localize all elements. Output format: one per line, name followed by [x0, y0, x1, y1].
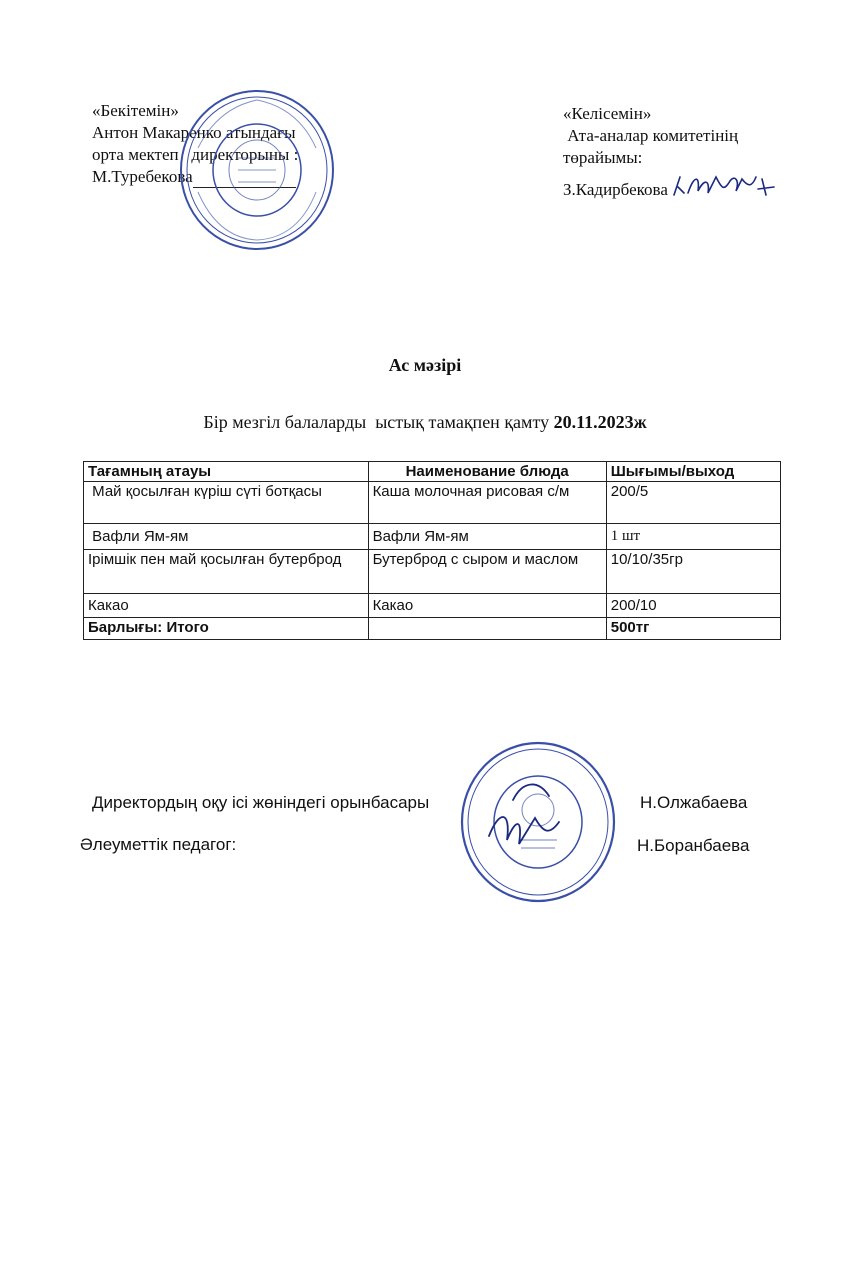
cell-yield: 10/10/35гр: [606, 550, 780, 594]
cell-yield: 200/5: [606, 482, 780, 524]
table-total-row: [84, 618, 781, 640]
approval-right-block: [563, 103, 785, 201]
cell-ru-name: Какао: [368, 594, 606, 618]
table-row: [84, 550, 781, 594]
cell-kz-name: Какао: [84, 594, 369, 618]
page-subtitle: [0, 412, 850, 433]
table-row: [84, 524, 781, 550]
subtitle-date: 20.11.2023ж: [553, 412, 647, 432]
school-seal-bottom: [459, 740, 617, 905]
approval-left-role: орта мектеп директорыны :: [92, 145, 299, 164]
cell-kz-name: Вафли Ям-ям: [84, 524, 369, 550]
total-value: 500тг: [606, 618, 780, 640]
menu-table: [83, 461, 781, 640]
approval-left-name: М.Туребекова: [92, 167, 193, 186]
total-ru: [368, 618, 606, 640]
signature-row: [92, 793, 429, 813]
signature-row: [80, 835, 236, 855]
signature-name: Н.Олжабаева: [640, 793, 748, 812]
cell-kz-name: Ірімшік пен май қосылған бутерброд: [84, 550, 369, 594]
cell-kz-name: Май қосылған күріш сүті ботқасы: [84, 482, 369, 524]
header-yield: Шығымы/выход: [606, 462, 780, 482]
signature-role: Директордың оқу ісі жөніндегі орынбасары: [92, 793, 430, 812]
table-row: [84, 482, 781, 524]
approval-right-heading: «Келісемін»: [563, 104, 652, 123]
cell-yield: 200/10: [606, 594, 780, 618]
subtitle-text: Бір мезгіл балаларды ыстық тамақпен қамту: [203, 412, 554, 432]
approval-left-heading: «Бекітемін»: [92, 101, 179, 120]
cell-ru-name: Каша молочная рисовая с/м: [368, 482, 606, 524]
table-header-row: [84, 462, 781, 482]
cell-ru-name: Бутерброд с сыром и маслом: [368, 550, 606, 594]
header-kz-name: Тағамның атауы: [84, 462, 369, 482]
handwritten-signature: [670, 169, 785, 201]
page-title: Ас мәзірі: [388, 355, 462, 375]
total-label: Барлығы: Итого: [84, 618, 369, 640]
signature-role: Әлеуметтік педагог:: [80, 835, 237, 854]
table-row: [84, 594, 781, 618]
signature-name: Н.Боранбаева: [637, 836, 750, 855]
approval-right-name-row: [563, 169, 785, 201]
header-ru-name: Наименование блюда: [368, 462, 606, 482]
approval-right-role: төрайымы:: [563, 148, 643, 167]
cell-ru-name: Вафли Ям-ям: [368, 524, 606, 550]
approval-right-committee: Ата-аналар комитетінің: [563, 126, 739, 145]
school-seal-top: [178, 88, 336, 253]
approval-left-school: Антон Макаренко атындағы: [92, 123, 296, 142]
approval-right-name: З.Кадирбекова: [563, 180, 668, 199]
cell-yield: 1 шт: [606, 524, 780, 550]
